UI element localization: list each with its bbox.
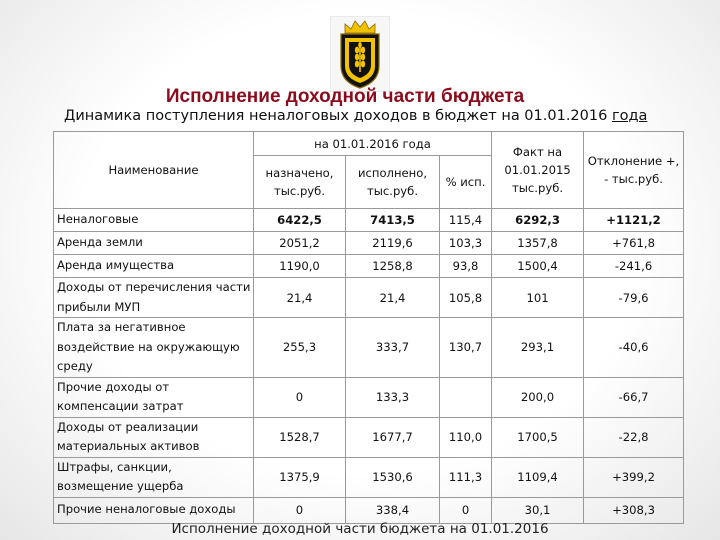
row-planned: 2051,2 [254, 232, 346, 255]
row-fact: 6292,3 [492, 209, 584, 232]
table-row [54, 278, 684, 318]
row-executed: 333,7 [346, 318, 440, 378]
table-row [54, 255, 684, 278]
row-name: Прочие неналоговые доходы [54, 497, 254, 523]
row-fact: 1700,5 [492, 417, 584, 457]
page-subtitle [64, 108, 647, 124]
header-planned: назначено, тыс.руб. [254, 156, 346, 209]
row-percent: 105,8 [440, 278, 492, 318]
subtitle-year-word: года [611, 108, 648, 124]
row-percent: 110,0 [440, 417, 492, 457]
row-name: Прочие доходы от компенсации затрат [54, 377, 254, 417]
row-percent: 130,7 [440, 318, 492, 378]
table-row [54, 318, 684, 378]
row-name: Доходы от перечисления части прибыли МУП [54, 278, 254, 318]
row-name: Штрафы, санкции, возмещение ущерба [54, 457, 254, 497]
header-fact: Факт на 01.01.2015 тыс.руб. [492, 132, 584, 209]
header-percent: % исп. [440, 156, 492, 209]
row-fact: 30,1 [492, 497, 584, 523]
row-deviation: -40,6 [584, 318, 684, 378]
row-executed: 133,3 [346, 377, 440, 417]
row-percent [440, 377, 492, 417]
row-executed: 1258,8 [346, 255, 440, 278]
row-planned: 21,4 [254, 278, 346, 318]
row-deviation: -241,6 [584, 255, 684, 278]
header-period-group: на 01.01.2016 года [254, 132, 492, 156]
row-executed: 1530,6 [346, 457, 440, 497]
row-fact: 1500,4 [492, 255, 584, 278]
row-deviation: -22,8 [584, 417, 684, 457]
row-deviation: +399,2 [584, 457, 684, 497]
row-percent: 111,3 [440, 457, 492, 497]
header-executed: исполнено, тыс.руб. [346, 156, 440, 209]
row-name: Аренда имущества [54, 255, 254, 278]
row-planned: 255,3 [254, 318, 346, 378]
table-row [54, 417, 684, 457]
row-planned: 1190,0 [254, 255, 346, 278]
row-executed: 7413,5 [346, 209, 440, 232]
coat-of-arms-emblem [330, 16, 390, 92]
row-fact: 200,0 [492, 377, 584, 417]
header-deviation: Отклонение +, - тыс.руб. [584, 132, 684, 209]
row-executed: 2119,6 [346, 232, 440, 255]
row-name: Аренда земли [54, 232, 254, 255]
row-percent: 103,3 [440, 232, 492, 255]
row-deviation: +761,8 [584, 232, 684, 255]
table-row [54, 232, 684, 255]
row-name: Доходы от реализации материальных активов [54, 417, 254, 457]
footer-caption: Исполнение доходной части бюджета на 01.01.2016 [171, 521, 549, 537]
row-fact: 1109,4 [492, 457, 584, 497]
row-percent: 0 [440, 497, 492, 523]
row-fact: 1357,8 [492, 232, 584, 255]
row-planned: 6422,5 [254, 209, 346, 232]
row-planned: 0 [254, 497, 346, 523]
row-name: Неналоговые [54, 209, 254, 232]
table-row [54, 457, 684, 497]
row-planned: 1375,9 [254, 457, 346, 497]
table-row [54, 377, 684, 417]
table-row [54, 209, 684, 232]
row-fact: 293,1 [492, 318, 584, 378]
header-name: Наименование [54, 132, 254, 209]
row-deviation: +1121,2 [584, 209, 684, 232]
row-deviation: -66,7 [584, 377, 684, 417]
row-executed: 338,4 [346, 497, 440, 523]
subtitle-text: Динамика поступления неналоговых доходов в бюджет на 01.01.2016 [64, 108, 608, 124]
revenue-table [53, 131, 684, 524]
table-row [54, 497, 684, 523]
row-fact: 101 [492, 278, 584, 318]
row-name: Плата за негативное воздействие на окружающую среду [54, 318, 254, 378]
row-executed: 1677,7 [346, 417, 440, 457]
row-percent: 93,8 [440, 255, 492, 278]
row-planned: 0 [254, 377, 346, 417]
row-deviation: +308,3 [584, 497, 684, 523]
row-planned: 1528,7 [254, 417, 346, 457]
row-executed: 21,4 [346, 278, 440, 318]
row-deviation: -79,6 [584, 278, 684, 318]
page-title: Исполнение доходной части бюджета [165, 86, 525, 107]
row-percent: 115,4 [440, 209, 492, 232]
